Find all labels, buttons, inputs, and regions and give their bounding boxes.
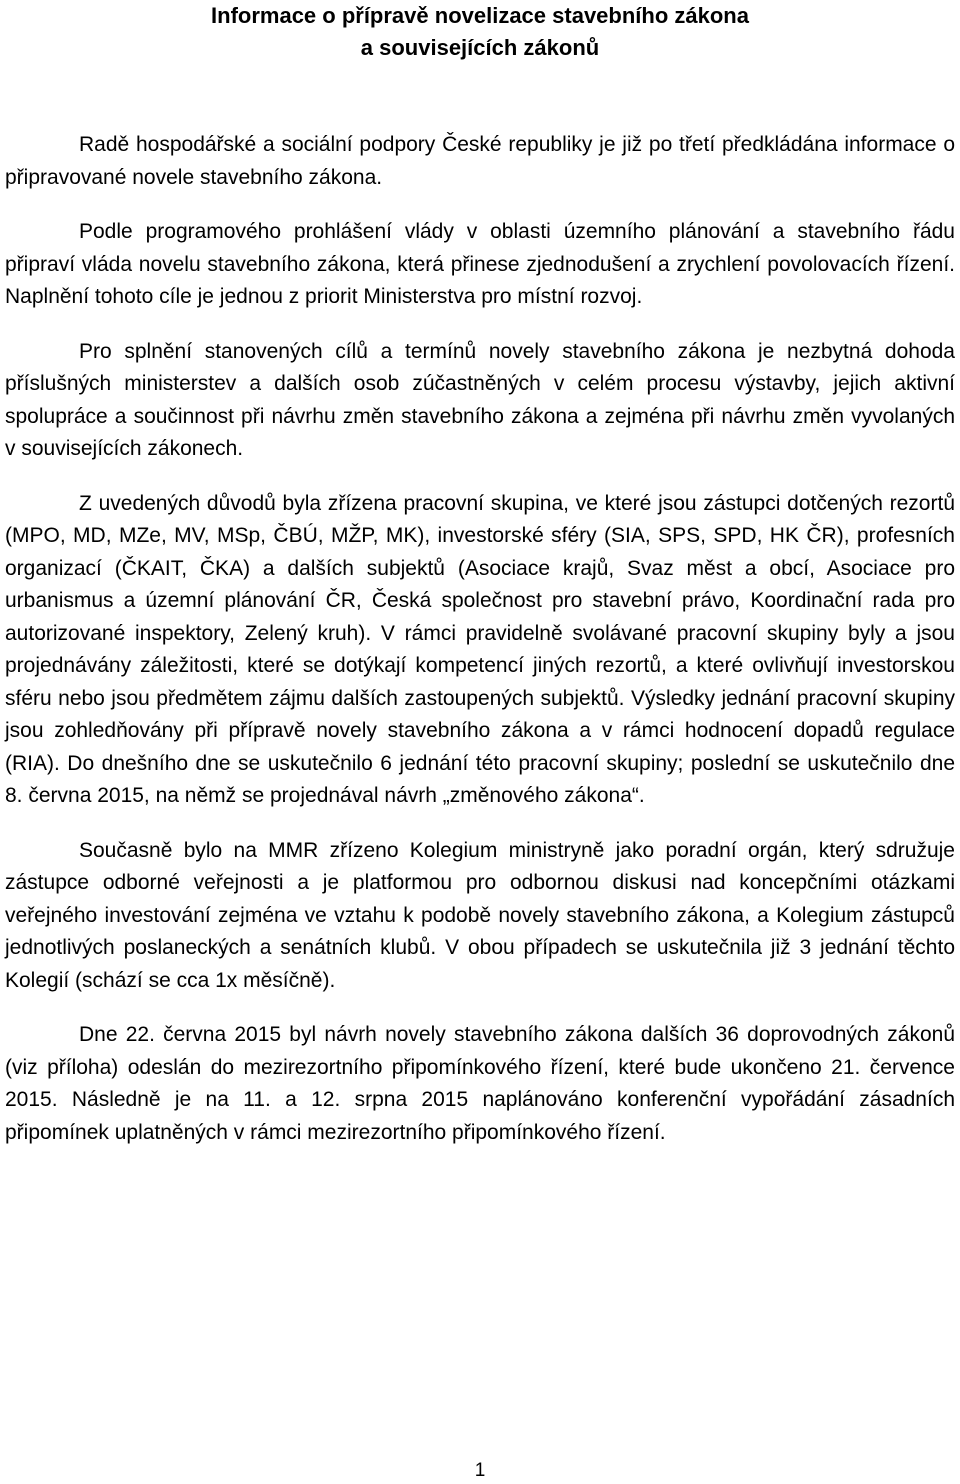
document-title-line-1: Informace o přípravě novelizace stavebního zákona	[211, 3, 749, 28]
document-page	[5, 0, 955, 1484]
paragraph-interministerial-review: Dne 22. června 2015 byl návrh novely stavebního zákona dalších 36 doprovodných zákonů (viz příloha) odeslán do mezirezortního připomínkového řízení, které bude ukončeno 21. července 2015. Následně je na 11. a 12. srpna 2015 naplánováno konferenční vypořádání zásadních připomínek uplatněných v rámci mezirezortního připomínkového řízení.	[5, 1023, 955, 1144]
page-number: 1	[474, 1460, 486, 1481]
document-title	[5, 0, 955, 64]
paragraph-collegium: Současně bylo na MMR zřízeno Kolegium ministryně jako poradní orgán, který sdružuje zástupce odborné veřejnosti a je platformou pro odbornou diskusi nad koncepčními otázkami veřejného investování zejména ve vztahu k podobě novely stavebního zákona, a Kolegium zástupců jednotlivých poslaneckých a senátních klubů. V obou případech se uskutečnila již 3 jednání těchto Kolegií (schází se cca 1x měsíčně).	[5, 838, 955, 992]
document-body	[5, 129, 955, 1171]
paragraph-government-program: Podle programového prohlášení vlády v oblasti územního plánování a stavebního řádu připraví vláda novelu stavebního zákona, která přinese zjednodušení a zrychlení povolovacích řízení. Naplnění tohoto cíle je jednou z priorit Ministerstva pro místní rozvoj.	[5, 220, 955, 308]
paragraph-introduction: Radě hospodářské a sociální podpory České republiky je již po třetí předkládána informace o připravované novele stavebního zákona.	[5, 133, 955, 189]
paragraph-working-group: Z uvedených důvodů byla zřízena pracovní skupina, ve které jsou zástupci dotčených rezortů (MPO, MD, MZe, MV, MSp, ČBÚ, MŽP, MK), investorské sféry (SIA, SPS, SPD, HK ČR), profesních organizací (ČKAIT, ČKA) a dalších subjektů (Asociace krajů, Svaz měst a obcí, Asociace pro urbanismus a územní plánování ČR, Česká společnost pro stavební právo, Koordinační rada pro autorizované inspektory, Zelený kruh). V rámci pravidelně svolávané pracovní skupiny byly a jsou projednávány záležitosti, které se dotýkají kompetencí jiných rezortů, a které ovlivňují investorskou sféru nebo jsou předmětem zájmu dalších zastoupených subjektů. Výsledky jednání pracovní skupiny jsou zohledňovány při přípravě novely stavebního zákona a v rámci hodnocení dopadů regulace (RIA). Do dnešního dne se uskutečnilo 6 jednání této pracovní skupiny; poslední se uskutečnilo dne 8. června 2015, na němž se projednával návrh „změnového zákona“.	[5, 491, 955, 807]
document-title-line-2: a souvisejících zákonů	[360, 35, 600, 60]
paragraph-ministry-cooperation: Pro splnění stanovených cílů a termínů novely stavebního zákona je nezbytná dohoda příslušných ministerstev a dalších osob zúčastněných v celém procesu výstavby, jejich aktivní spolupráce a součinnost při návrhu změn stavebního zákona a zejména při návrhu změn vyvolaných v souvisejících zákonech.	[5, 339, 955, 460]
